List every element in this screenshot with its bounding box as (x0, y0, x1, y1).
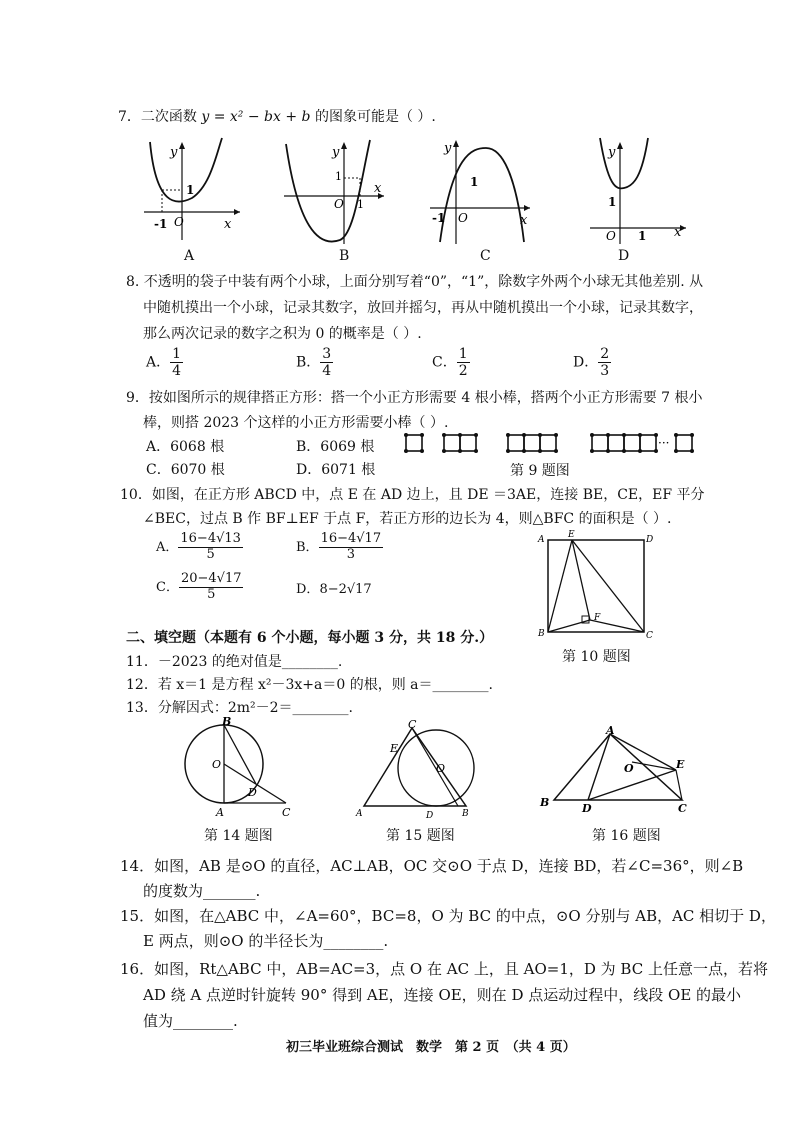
q10-b-num: 16−4√17 (320, 531, 382, 546)
q7-stem (118, 106, 436, 126)
graph-d-y-label: y (608, 145, 616, 160)
q8-line3: 那么两次记录的数字之积为 0 的概率是（ ）. (143, 326, 422, 342)
graph-b-one-x: 1 (357, 198, 364, 211)
q9-option-b[interactable]: B．6069 根 (296, 439, 375, 455)
q8-option-a-frac (170, 346, 183, 379)
q13-text: 13．分解因式：2m²－2＝________. (126, 700, 353, 716)
q8-option-a-label: A． (146, 354, 171, 371)
q8-a-num: 1 (172, 346, 182, 362)
q9-ellipsis: ··· (658, 436, 670, 450)
q8-d-den: 3 (600, 363, 610, 380)
fig16-point-b: B (540, 796, 550, 809)
q10-option-c-label: C． (156, 579, 179, 595)
fig16-point-a: A (606, 726, 615, 737)
q10-line1: 10．如图，在正方形 ABCD 中，点 E 在 AD 边上，且 DE ＝3AE，连接 BE，CE，EF 平分 (120, 487, 705, 503)
fig15-point-b: B (462, 809, 469, 819)
q10-option-a-label: A． (156, 539, 179, 555)
q7-option-c[interactable]: C (480, 248, 491, 264)
fig15-point-d: D (426, 811, 434, 820)
q8-option-b-label: B． (296, 354, 321, 371)
fig15-point-e: E (390, 742, 399, 755)
q8-option-d-frac (598, 346, 611, 379)
q10-square-figure (536, 530, 658, 642)
q8-option-c-label: C． (432, 354, 457, 371)
q10-option-b-label: B． (296, 539, 319, 555)
page-footer: 初三毕业班综合测试 数学 第 2 页 （共 4 页） (286, 1040, 576, 1055)
graph-c-one: 1 (470, 175, 479, 189)
graph-d-origin: O (606, 229, 616, 243)
fig16-point-d: D (582, 802, 592, 812)
q7-option-d[interactable]: D (618, 248, 630, 264)
q9-figure-caption: 第 9 题图 (510, 463, 570, 479)
q10-option-c-frac (179, 572, 244, 603)
q8-line1: 8. 不透明的袋子中装有两个小球，上面分别写着“0”，“1”，除数字外两个小球无其他差别. 从 (126, 274, 704, 290)
q7-graph-d (586, 136, 690, 246)
q8-d-num: 2 (600, 346, 610, 362)
fig10-point-f: F (594, 613, 601, 623)
graph-b-one-y: 1 (335, 170, 342, 183)
q7-text-post: 的图象可能是（ ）. (310, 109, 436, 125)
fig16-caption: 第 16 题图 (592, 828, 661, 844)
q8-option-d-label: D． (573, 354, 599, 371)
q7-formula: y = x² − bx + b (201, 109, 311, 125)
q10-figure-caption: 第 10 题图 (562, 649, 631, 665)
graph-d-x-label: x (674, 225, 682, 240)
graph-a-neg-one: -1 (154, 217, 168, 231)
q7-option-a[interactable]: A (184, 248, 195, 264)
fig16-point-c: C (678, 802, 687, 812)
graph-b-x-label: x (374, 181, 382, 196)
q10-option-a-frac (178, 532, 243, 563)
q10-d-expr: 8−2√17 (319, 582, 372, 597)
fig15-point-a: A (356, 809, 363, 819)
q10-option-d[interactable] (296, 578, 372, 597)
q10-b-den: 3 (346, 546, 355, 562)
graph-c-neg-one: -1 (432, 211, 446, 225)
q9-option-c[interactable]: C．6070 根 (146, 462, 225, 478)
q9-line1: 9．按如图所示的规律搭正方形：搭一个小正方形需要 4 根小棒，搭两个小正方形需要 7 根小 (126, 390, 703, 406)
graph-a-origin: O (174, 215, 184, 229)
q10-c-den: 5 (207, 586, 216, 602)
q16-line3: 值为________. (143, 1012, 238, 1030)
q8-option-c[interactable] (432, 346, 470, 379)
graph-a-one: 1 (186, 183, 195, 197)
q8-option-a[interactable] (146, 346, 183, 379)
q16-line1: 16．如图，Rt△ABC 中，AB=AC=3，点 O 在 AC 上，且 AO=1，D 为 BC 上任意一点，若将 (120, 960, 768, 978)
fig10-point-e: E (568, 530, 575, 540)
fig14-caption: 第 14 题图 (204, 828, 273, 844)
q9-squares-figure (402, 432, 698, 454)
q14-line2: 的度数为_______. (143, 882, 261, 900)
q8-option-d[interactable] (573, 346, 611, 379)
q10-a-den: 5 (206, 546, 215, 562)
q10-option-a[interactable] (156, 532, 243, 563)
fig15-caption: 第 15 题图 (386, 828, 455, 844)
q8-a-den: 4 (172, 363, 182, 380)
q8-b-num: 3 (322, 346, 332, 362)
graph-a-y-label: y (170, 145, 178, 160)
q15-triangle-figure (352, 716, 478, 820)
q10-line2: ∠BEC，过点 B 作 BF⊥EF 于点 F，若正方形的边长为 4，则△BFC 的面积是（ ）. (143, 511, 672, 527)
q10-a-num: 16−4√13 (180, 531, 241, 546)
q10-option-b[interactable] (296, 532, 383, 563)
graph-a-x-label: x (224, 217, 232, 232)
fig14-point-o: O (212, 758, 222, 771)
fig15-point-c: C (408, 718, 417, 731)
fig16-point-e: E (676, 758, 685, 771)
q7-text-pre: 7．二次函数 (118, 109, 202, 125)
fig14-point-a: A (216, 806, 224, 819)
q15-line1: 15．如图，在△ABC 中，∠A=60°，BC=8，O 为 BC 的中点，⊙O 分别与 AB，AC 相切于 D， (120, 907, 776, 925)
graph-c-x-label: x (520, 213, 528, 228)
q16-line2: AD 绕 A 点逆时针旋转 90° 得到 AE，连接 OE，则在 D 点运动过程中，线段 OE 的最小 (143, 986, 742, 1004)
graph-b-origin: O (334, 197, 344, 211)
graph-c-origin: O (458, 211, 468, 225)
q14-line1: 14．如图，AB 是⊙O 的直径，AC⊥AB，OC 交⊙O 于点 D，连接 BD，若∠C=36°，则∠B (120, 857, 744, 875)
fig14-point-c: C (282, 806, 291, 819)
graph-b-y-label: y (332, 145, 340, 160)
q8-c-den: 2 (458, 363, 468, 380)
q16-triangle-figure (536, 726, 696, 812)
q8-option-b[interactable] (296, 346, 333, 379)
fig10-point-b: B (538, 629, 545, 639)
q10-option-d-label: D． (296, 582, 320, 597)
q10-option-b-frac (319, 532, 384, 563)
q10-c-num: 20−4√17 (180, 571, 242, 586)
q8-option-c-frac (457, 346, 470, 379)
graph-d-one-y: 1 (608, 195, 617, 209)
q7-graph-c (426, 134, 536, 246)
q10-option-c[interactable] (156, 572, 243, 603)
q7-option-b[interactable]: B (339, 248, 350, 264)
q12-text: 12．若 x＝1 是方程 x²－3x+a＝0 的根，则 a＝________. (126, 677, 493, 693)
q8-c-num: 1 (458, 346, 468, 362)
fig15-point-o: O (436, 762, 446, 775)
fig16-point-o: O (624, 762, 634, 775)
fig10-point-d: D (646, 535, 654, 545)
q7-graph-b (280, 136, 390, 246)
q9-option-a[interactable]: A．6068 根 (146, 439, 225, 455)
q11-text: 11．－2023 的绝对值是________. (126, 654, 343, 670)
q9-line2: 棒，则搭 2023 个这样的小正方形需要小棒（ ）. (143, 415, 449, 431)
q14-circle-figure (178, 716, 298, 820)
fig10-point-c: C (646, 631, 653, 641)
q7-graph-a (140, 136, 245, 246)
fig14-point-d: D (248, 786, 257, 799)
q9-option-d[interactable]: D．6071 根 (296, 462, 376, 478)
q8-line2: 中随机摸出一个小球，记录其数字，放回并摇匀，再从中随机摸出一个小球，记录其数字， (143, 300, 703, 316)
graph-d-one-x: 1 (638, 229, 647, 243)
fig14-point-b: B (222, 716, 232, 728)
q15-line2: E 两点，则⊙O 的半径长为________. (143, 932, 389, 950)
graph-c-y-label: y (444, 141, 452, 156)
fig10-point-a: A (538, 535, 545, 545)
q8-b-den: 4 (322, 363, 332, 380)
section2-title: 二、填空题（本题有 6 个小题，每小题 3 分，共 18 分.） (126, 630, 494, 646)
q8-option-b-frac (320, 346, 333, 379)
